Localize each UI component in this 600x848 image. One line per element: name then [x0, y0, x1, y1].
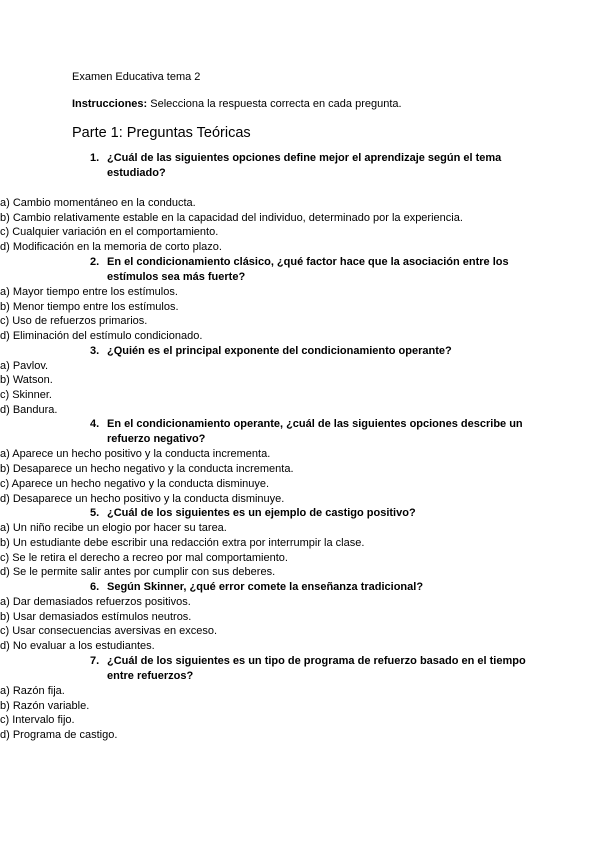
options-list	[0, 595, 500, 654]
document-title: Examen Educativa tema 2	[72, 71, 201, 83]
option-c: c) Cualquier variación en el comportamiento.	[0, 226, 219, 239]
option-b: b) Cambio relativamente estable en la capacidad del individuo, determinado por la experiencia.	[0, 211, 463, 224]
question-number: 3.	[90, 344, 100, 357]
option-d: d) Eliminación del estímulo condicionado.	[0, 329, 203, 342]
question-text	[72, 417, 530, 447]
question-block-2	[0, 255, 530, 344]
option-d: d) Bandura.	[0, 403, 58, 416]
option-d: d) No evaluar a los estudiantes.	[0, 640, 155, 653]
section-heading: Parte 1: Preguntas Teóricas	[72, 125, 251, 141]
question-number: 6.	[90, 581, 100, 594]
option-d: d) Modificación en la memoria de corto plazo.	[0, 241, 222, 254]
option-a: a) Dar demasiados refuerzos positivos.	[0, 596, 191, 609]
option-c: c) Aparece un hecho negativo y la conducta disminuye.	[0, 477, 270, 490]
option-b: b) Razón variable.	[0, 699, 90, 712]
option-b: b) Menor tiempo entre los estímulos.	[0, 300, 179, 313]
question-number: 7.	[90, 654, 100, 667]
option-c: c) Usar consecuencias aversivas en exceso.	[0, 625, 218, 638]
question-text	[72, 654, 530, 684]
option-a: a) Mayor tiempo entre los estímulos.	[0, 285, 178, 298]
option-a: a) Un niño recibe un elogio por hacer su tarea.	[0, 522, 227, 535]
options-list	[0, 521, 500, 580]
option-c: c) Se le retira el derecho a recreo por mal comportamiento.	[0, 551, 288, 564]
question-text	[72, 580, 530, 595]
question-label: ¿Cuál de los siguientes es un ejemplo de castigo positivo?	[107, 507, 416, 520]
document-page	[0, 70, 530, 743]
question-text	[72, 344, 530, 359]
options-list	[0, 447, 500, 506]
option-a: a) Cambio momentáneo en la conducta.	[0, 197, 196, 209]
question-number: 1.	[90, 152, 100, 164]
option-d: d) Programa de castigo.	[0, 728, 118, 741]
question-block-6	[0, 580, 530, 654]
option-c: c) Uso de refuerzos primarios.	[0, 315, 148, 328]
question-label: Según Skinner, ¿qué error comete la enseñanza tradicional?	[107, 581, 424, 594]
option-b: b) Watson.	[0, 374, 53, 387]
question-label: ¿Cuál de los siguientes es un tipo de programa de refuerzo basado en el tiempo entre refuerzos?	[107, 654, 526, 682]
question-block-7	[0, 654, 530, 743]
question-label: En el condicionamiento clásico, ¿qué factor hace que la asociación entre los estímulos sea más fuerte?	[107, 255, 509, 283]
option-c: c) Intervalo fijo.	[0, 714, 75, 727]
question-block-4	[0, 417, 530, 506]
option-b: b) Un estudiante debe escribir una redacción extra por interrumpir la clase.	[0, 536, 365, 549]
question-label: ¿Quién es el principal exponente del condicionamiento operante?	[107, 344, 452, 357]
instructions	[72, 97, 530, 112]
options-list	[0, 196, 500, 255]
instructions-label: Instrucciones:	[72, 98, 148, 110]
question-number: 4.	[90, 418, 100, 431]
option-a: a) Pavlov.	[0, 359, 49, 372]
question-number: 5.	[90, 507, 100, 520]
question-text	[72, 506, 530, 521]
question-block-5	[0, 506, 530, 580]
option-c: c) Skinner.	[0, 389, 52, 402]
options-list	[0, 285, 500, 344]
options-list	[0, 684, 500, 743]
option-b: b) Desaparece un hecho negativo y la conducta incrementa.	[0, 463, 294, 476]
option-d: d) Se le permite salir antes por cumplir con sus deberes.	[0, 566, 276, 579]
question-label: En el condicionamiento operante, ¿cuál de las siguientes opciones describe un refuerzo negativo?	[107, 418, 523, 446]
question-text	[72, 255, 530, 285]
question-text	[72, 151, 530, 181]
question-label: ¿Cuál de las siguientes opciones define mejor el aprendizaje según el tema estudiado?	[107, 152, 502, 179]
option-a: a) Razón fija.	[0, 684, 65, 697]
option-a: a) Aparece un hecho positivo y la conducta incrementa.	[0, 448, 271, 461]
option-d: d) Desaparece un hecho positivo y la conducta disminuye.	[0, 492, 285, 505]
question-number: 2.	[90, 255, 100, 268]
question-block-3	[0, 344, 530, 418]
instructions-text: Selecciona la respuesta correcta en cada pregunta.	[147, 98, 402, 110]
options-list	[0, 359, 500, 418]
question-block-1	[0, 151, 530, 255]
option-b: b) Usar demasiados estímulos neutros.	[0, 610, 192, 623]
